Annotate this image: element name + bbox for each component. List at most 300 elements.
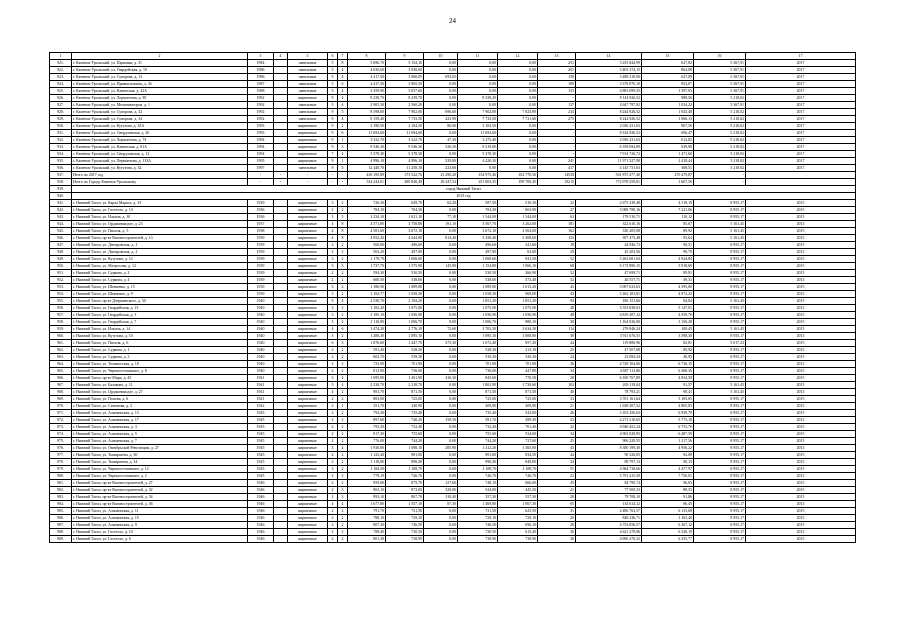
- cell-col-9: 373 522,76: [386, 172, 424, 179]
- cell-col-16: 5 218,02: [694, 144, 746, 151]
- cell-col-14: 4 883 099,55: [576, 88, 642, 95]
- cell-col-14: 2 675 239,48: [576, 200, 642, 207]
- cell-col-12: 557,30: [498, 494, 538, 501]
- cell-col-5: кирпичные: [288, 228, 328, 235]
- table-row: [50, 403, 856, 410]
- cell-col-6: 4: [328, 389, 338, 396]
- cell-col-13: 44: [538, 340, 576, 347]
- cell-col-10: 0,00: [424, 67, 458, 74]
- cell-col-15: 4 834,59: [642, 375, 694, 382]
- cell-col-9: 5 378,30: [386, 151, 424, 158]
- cell-col-13: 21: [538, 487, 576, 494]
- cell-col-16: 5 218,02: [694, 116, 746, 123]
- cell-col-10: 191,10: [424, 221, 458, 228]
- table-row: [50, 536, 856, 543]
- cell-col-8: 8 398,60: [348, 109, 386, 116]
- cell-col-1: 974.: [50, 431, 72, 438]
- cell-col-4: [274, 473, 288, 480]
- cell-col-4: [274, 228, 288, 235]
- cell-col-16: 5 218,02: [694, 158, 746, 165]
- cell-col-13: 30: [538, 536, 576, 543]
- cell-col-6: 3: [328, 200, 338, 207]
- cell-col-13: 45: [538, 480, 576, 487]
- cell-col-16: 8 955,17: [694, 291, 746, 298]
- cell-col-11: 748,10: [458, 480, 498, 487]
- cell-col-3: 1941: [248, 375, 274, 382]
- cell-col-7: 2: [338, 508, 348, 515]
- cell-col-15: 6 326,19: [642, 529, 694, 536]
- cell-col-12: 0,00: [498, 95, 538, 102]
- cell-col-7: 8: [338, 60, 348, 67]
- cell-col-17: [746, 172, 856, 179]
- cell-col-2: г. Каменск-Уральский, ул. Свердловская, д. 20: [72, 130, 248, 137]
- cell-col-15: 6 736,15: [642, 361, 694, 368]
- cell-col-17: 2015: [746, 494, 856, 501]
- cell-col-12: 266,90: [498, 270, 538, 277]
- cell-col-15: 6 939,70: [642, 410, 694, 417]
- cell-col-11: 154 975,46: [458, 172, 498, 179]
- cell-col-3: 1940: [248, 347, 274, 354]
- cell-col-15: 90,41: [642, 389, 694, 396]
- cell-col-12: 0,00: [498, 67, 538, 74]
- cell-col-17: 2015: [746, 480, 856, 487]
- cell-col-3: 1997: [248, 165, 274, 172]
- table-row: [50, 508, 856, 515]
- cell-col-11: 0,00: [458, 102, 498, 109]
- cell-col-6: 3: [328, 305, 338, 312]
- cell-col-10: 158,50: [424, 417, 458, 424]
- cell-col-9: 538,60: [386, 277, 424, 284]
- cell-col-7: 2: [338, 354, 348, 361]
- cell-col-6: 9: [328, 165, 338, 172]
- cell-col-10: 0,00: [424, 389, 458, 396]
- cell-col-11: 735,40: [458, 410, 498, 417]
- cell-col-16: 5 367,91: [694, 88, 746, 95]
- cell-col-16: 5 161,45: [694, 382, 746, 389]
- cell-col-13: 275: [538, 116, 576, 123]
- cell-col-13: 38: [538, 319, 576, 326]
- cell-col-15: 864,08: [642, 67, 694, 74]
- cell-col-10: 87,30: [424, 501, 458, 508]
- cell-col-13: 30: [538, 529, 576, 536]
- cell-col-16: -: [694, 172, 746, 179]
- cell-col-2: г. Нижний Тагил, ул. Кутузова, д. 10: [72, 333, 248, 340]
- cell-col-14: 6 108 694,89: [576, 144, 642, 151]
- cell-col-3: 1945: [248, 417, 274, 424]
- cell-col-10: 0,00: [424, 466, 458, 473]
- cell-col-2: г. Каменск-Уральский, ул. Лермонтова, д. 133А: [72, 158, 248, 165]
- cell-col-16: 8 955,17: [694, 417, 746, 424]
- cell-col-8: 4 571,80: [348, 221, 386, 228]
- cell-col-10: 0,00: [424, 438, 458, 445]
- cell-col-6: 6: [328, 340, 338, 347]
- table-row: [50, 235, 856, 242]
- cell-col-14: 8 380 199,30: [576, 445, 642, 452]
- cell-col-3: 1988: [248, 88, 274, 95]
- cell-col-7: 5: [338, 214, 348, 221]
- cell-col-15: 627,82: [642, 60, 694, 67]
- cell-col-1: 922.: [50, 67, 72, 74]
- cell-col-5: кирпичные: [288, 410, 328, 417]
- cell-col-6: 3: [328, 466, 338, 473]
- cell-col-14: 4 819 207,12: [576, 312, 642, 319]
- cell-col-3: 1940: [248, 298, 274, 305]
- cell-col-1: 962.: [50, 347, 72, 354]
- cell-col-13: 114: [538, 326, 576, 333]
- cell-col-6: 9: [328, 95, 338, 102]
- cell-col-12: 341,60: [498, 242, 538, 249]
- cell-col-16: -: [694, 179, 746, 186]
- cell-col-7: 4: [338, 445, 348, 452]
- cell-col-15: 89,92: [642, 228, 694, 235]
- cell-col-3: 1939: [248, 263, 274, 270]
- cell-col-17: 2015: [746, 438, 856, 445]
- cell-col-7: 2: [338, 438, 348, 445]
- cell-col-15: 1 034,22: [642, 102, 694, 109]
- cell-col-11: 996,30: [458, 459, 498, 466]
- cell-col-1: 959.: [50, 326, 72, 333]
- cell-col-16: 8 955,17: [694, 368, 746, 375]
- cell-col-13: 234: [538, 109, 576, 116]
- cell-col-7: 1: [338, 137, 348, 144]
- cell-col-10: 0,00: [424, 410, 458, 417]
- cell-col-5: кирпичные: [288, 256, 328, 263]
- cell-col-13: 38: [538, 333, 576, 340]
- cell-col-6: 2: [328, 270, 338, 277]
- cell-col-11: 557,30: [458, 494, 498, 501]
- cell-col-14: 848 236,71: [576, 515, 642, 522]
- cell-col-16: 8 955,17: [694, 319, 746, 326]
- cell-col-16: 8 955,17: [694, 522, 746, 529]
- cell-col-17: 2015: [746, 361, 856, 368]
- cell-col-16: 8 955,17: [694, 445, 746, 452]
- cell-col-10: 0,00: [424, 312, 458, 319]
- cell-col-14: 8 144 926,52: [576, 130, 642, 137]
- cell-col-11: 738,90: [458, 536, 498, 543]
- cell-col-2: г. Нижний Тагил, ул. Пихоля, д. 6: [72, 340, 248, 347]
- table-row: [50, 249, 856, 256]
- cell-col-11: 736,00: [458, 368, 498, 375]
- cell-col-13: 23: [538, 417, 576, 424]
- cell-col-9: 704,30: [386, 207, 424, 214]
- cell-col-4: [274, 480, 288, 487]
- cell-col-10: 375,30: [424, 340, 458, 347]
- cell-col-9: 1 095,10: [386, 333, 424, 340]
- cell-col-11: 587,50: [458, 200, 498, 207]
- cell-col-5: кирпичные: [288, 207, 328, 214]
- cell-col-1: 954.: [50, 291, 72, 298]
- cell-col-17: 2015: [746, 207, 856, 214]
- cell-col-4: [274, 298, 288, 305]
- cell-col-9: 3 057,60: [386, 88, 424, 95]
- cell-col-10: 0,00: [424, 270, 458, 277]
- cell-col-3: 1940: [248, 312, 274, 319]
- cell-col-4: [274, 221, 288, 228]
- table-row: [50, 340, 856, 347]
- cell-col-13: 201: [538, 67, 576, 74]
- cell-col-1: 940.: [50, 193, 72, 200]
- cell-col-1: 969.: [50, 396, 72, 403]
- cell-col-5: кирпичные: [288, 459, 328, 466]
- cell-col-13: 22: [538, 424, 576, 431]
- cell-col-16: 5 218,02: [694, 109, 746, 116]
- cell-col-16: 8 955,17: [694, 375, 746, 382]
- cell-col-2: г. Каменск-Уральский, ул. Суворова, д. 13: [72, 74, 248, 81]
- cell-col-17: 2015: [746, 228, 856, 235]
- cell-col-12: 102 778,56: [498, 172, 538, 179]
- cell-col-11: 3 430,40: [458, 235, 498, 242]
- cell-col-3: 1937: [248, 221, 274, 228]
- cell-col-12: 1 730,60: [498, 382, 538, 389]
- cell-col-4: [274, 494, 288, 501]
- cell-col-12: 770,50: [498, 375, 538, 382]
- cell-col-10: 72,60: [424, 326, 458, 333]
- cell-col-2: г. Нижний Тагил, ул. Пихоля, д. 5: [72, 228, 248, 235]
- cell-col-11: 5 378,30: [458, 151, 498, 158]
- cell-col-10: 0,00: [424, 130, 458, 137]
- table-row: [50, 298, 856, 305]
- table-row: [50, 130, 856, 137]
- cell-col-1: 973.: [50, 424, 72, 431]
- cell-col-16: 5 367,91: [694, 74, 746, 81]
- cell-col-12: 701,40: [498, 424, 538, 431]
- cell-col-9: 5 154,10: [386, 60, 424, 67]
- cell-col-5: кирпичные: [288, 242, 328, 249]
- cell-col-13: 43: [538, 445, 576, 452]
- cell-col-12: 849,80: [498, 459, 538, 466]
- header-cell-14: 14: [576, 53, 642, 60]
- table-row: [50, 382, 856, 389]
- cell-col-1: 988.: [50, 529, 72, 536]
- cell-col-1: 949.: [50, 256, 72, 263]
- cell-col-2: г. Нижний Тагил, ул. Днепровская, д. 1: [72, 242, 248, 249]
- cell-col-6: 3: [328, 256, 338, 263]
- cell-col-2: г. Нижний Тагил, ул. Орджоникидзе, д. 27: [72, 389, 248, 396]
- cell-col-3: 1939: [248, 270, 274, 277]
- cell-col-8: 11 694,60: [348, 130, 386, 137]
- cell-col-3: 1993: [248, 123, 274, 130]
- cell-col-1: 925.: [50, 88, 72, 95]
- cell-col-16: 8 955,17: [694, 354, 746, 361]
- cell-col-5: панельные: [288, 60, 328, 67]
- cell-col-11: 2 703,50: [458, 326, 498, 333]
- cell-col-10: 0,00: [424, 88, 458, 95]
- cell-col-13: 28: [538, 375, 576, 382]
- cell-col-14: 47 699,71: [576, 270, 642, 277]
- cell-col-9: 340,90: [386, 403, 424, 410]
- cell-col-15: 100,45: [642, 326, 694, 333]
- cell-col-4: [274, 389, 288, 396]
- cell-col-9: 3 758,80: [386, 221, 424, 228]
- cell-col-7: 4: [338, 67, 348, 74]
- cell-col-2: г. Нижний Тагил, ул. Днепровская, д. 2: [72, 249, 248, 256]
- cell-col-9: 1 698,10: [386, 445, 424, 452]
- page-number: 24: [449, 17, 456, 25]
- cell-col-3: 1946: [248, 501, 274, 508]
- cell-col-4: [274, 368, 288, 375]
- cell-col-8: 1 104,77: [348, 291, 386, 298]
- table-row: [50, 368, 856, 375]
- table-row: [50, 466, 856, 473]
- cell-col-7: 2: [338, 431, 348, 438]
- cell-col-8: 959,80: [348, 480, 386, 487]
- cell-col-14: 5 007 633,63: [576, 284, 642, 291]
- cell-col-3: 1945: [248, 473, 274, 480]
- cell-col-4: [274, 88, 288, 95]
- cell-col-7: 2: [338, 305, 348, 312]
- cell-col-14: 4 964 738,66: [576, 466, 642, 473]
- cell-col-11: 1 469,80: [458, 501, 498, 508]
- cell-col-15: 6 753,76: [642, 424, 694, 431]
- cell-col-6: 3: [328, 291, 338, 298]
- cell-col-2: г. Каменск-Уральский, ул. Суворова, д. 32: [72, 109, 248, 116]
- cell-col-8: 9 546,30: [348, 144, 386, 151]
- cell-col-2: г. Нижний Тагил, ул. Семенова, д. 2: [72, 403, 248, 410]
- cell-col-2: г. Каменск-Уральский, ул. Кутузова, д. 35А: [72, 123, 248, 130]
- cell-col-6: 3: [328, 312, 338, 319]
- cell-col-15: 49,31: [642, 277, 694, 284]
- cell-col-1: 981.: [50, 480, 72, 487]
- cell-col-14: 3 488 318,90: [576, 74, 642, 81]
- total-row: [50, 172, 856, 179]
- cell-col-9: 497,90: [386, 249, 424, 256]
- cell-col-2: г. Нижний Тагил, ул. Алапаевская, д. 13: [72, 410, 248, 417]
- cell-col-11: 3 275,40: [458, 137, 498, 144]
- table-row: [50, 277, 856, 284]
- cell-col-5: кирпичные: [288, 361, 328, 368]
- cell-col-16: 8 955,17: [694, 207, 746, 214]
- cell-col-14: 1 164 026,00: [576, 319, 642, 326]
- cell-col-5: кирпичные: [288, 123, 328, 130]
- header-row: [50, 53, 856, 60]
- table-row: [50, 158, 856, 165]
- cell-col-17: 2015: [746, 417, 856, 424]
- table-row: [50, 123, 856, 130]
- cell-col-5: панельные: [288, 74, 328, 81]
- cell-col-2: г. Каменск-Уральский, ул. Гвардейская, д. 10: [72, 67, 248, 74]
- cell-col-17: 2015: [746, 529, 856, 536]
- cell-col-10: 0,00: [424, 319, 458, 326]
- cell-col-14: 322 610,16: [576, 221, 642, 228]
- cell-col-2: г. Нижний Тагил, ул. Гвардейская, д. 15: [72, 305, 248, 312]
- cell-col-13: 20: [538, 515, 576, 522]
- cell-col-13: 52: [538, 256, 576, 263]
- cell-col-2: г. Каменск-Уральский, ул. Лермонтова, д. 85: [72, 95, 248, 102]
- cell-col-4: [274, 284, 288, 291]
- cell-col-13: 63: [538, 214, 576, 221]
- cell-col-13: 137: [538, 102, 576, 109]
- cell-col-1: 937.: [50, 172, 72, 179]
- cell-col-3: 1940: [248, 361, 274, 368]
- table-row: [50, 263, 856, 270]
- cell-col-15: 5 105,05: [642, 396, 694, 403]
- cell-col-4: [274, 501, 288, 508]
- cell-col-5: кирпичные: [288, 368, 328, 375]
- cell-col-12: 0,00: [498, 81, 538, 88]
- cell-col-8: 1 182,20: [348, 305, 386, 312]
- cell-col-16: 8 955,17: [694, 508, 746, 515]
- cell-col-4: [274, 382, 288, 389]
- cell-col-14: 4 621 278,96: [576, 529, 642, 536]
- cell-col-9: 746,50: [386, 522, 424, 529]
- cell-col-12: 729,10: [498, 515, 538, 522]
- cell-col-3: 1940: [248, 354, 274, 361]
- cell-col-4: [274, 137, 288, 144]
- cell-col-6: 7: [328, 151, 338, 158]
- cell-col-1: 985.: [50, 508, 72, 515]
- cell-col-13: 189: [538, 81, 576, 88]
- cell-col-17: 2015: [746, 424, 856, 431]
- cell-col-5: кирпичные: [288, 326, 328, 333]
- cell-col-7: 4: [338, 74, 348, 81]
- cell-col-7: 2: [338, 347, 348, 354]
- cell-col-16: 8 955,17: [694, 431, 746, 438]
- cell-col-4: [274, 95, 288, 102]
- cell-col-1: 970.: [50, 403, 72, 410]
- cell-col-11: 1 095,10: [458, 333, 498, 340]
- cell-col-3: 1992: [248, 109, 274, 116]
- cell-col-11: 9 219,80: [458, 144, 498, 151]
- cell-col-11: 538,60: [458, 277, 498, 284]
- cell-col-6: 3: [328, 333, 338, 340]
- cell-col-11: 1 412,20: [458, 445, 498, 452]
- cell-col-9: 1 261,90: [386, 375, 424, 382]
- cell-col-4: [274, 459, 288, 466]
- cell-col-10: 0,00: [424, 536, 458, 543]
- cell-col-10: 223,60: [424, 165, 458, 172]
- cell-col-3: 1986: [248, 74, 274, 81]
- cell-col-2: г. Нижний Тагил, ул. Октябрьской Революции, д. 27: [72, 445, 248, 452]
- cell-col-7: 2: [338, 417, 348, 424]
- cell-col-17: 2015: [746, 298, 856, 305]
- cell-col-8: 4 581,60: [348, 228, 386, 235]
- cell-col-11: 1 802,90: [458, 382, 498, 389]
- cell-col-1: 971.: [50, 410, 72, 417]
- cell-col-16: 8 955,17: [694, 480, 746, 487]
- cell-col-17: 2015: [746, 249, 856, 256]
- table-row: [50, 354, 856, 361]
- cell-col-14: 84 790,74: [576, 480, 642, 487]
- cell-col-9: 1 058,30: [386, 291, 424, 298]
- cell-col-10: 0,00: [424, 333, 458, 340]
- cell-col-14: 4 486 763,57: [576, 508, 642, 515]
- cell-col-17: 2015: [746, 466, 856, 473]
- cell-col-13: 241: [538, 158, 576, 165]
- cell-col-5: кирпичные: [288, 263, 328, 270]
- cell-col-10: 285,90: [424, 445, 458, 452]
- cell-col-4: [274, 445, 288, 452]
- cell-col-6: 2: [328, 396, 338, 403]
- cell-col-10: 310,40: [424, 494, 458, 501]
- cell-col-12: 0,00: [498, 144, 538, 151]
- cell-col-5: кирпичные: [288, 298, 328, 305]
- cell-col-12: 3 564,00: [498, 228, 538, 235]
- cell-col-12: 941,50: [498, 256, 538, 263]
- cell-col-10: 326,50: [424, 144, 458, 151]
- cell-col-12: 701,90: [498, 361, 538, 368]
- cell-col-15: 270 479,87: [642, 172, 694, 179]
- cell-col-12: 389,30: [498, 417, 538, 424]
- cell-col-13: 24: [538, 354, 576, 361]
- cell-col-10: 0,00: [424, 60, 458, 67]
- cell-col-10: 0,00: [424, 452, 458, 459]
- cell-col-10: 416,30: [424, 375, 458, 382]
- table-row: [50, 431, 856, 438]
- cell-col-9: 4 996,10: [386, 158, 424, 165]
- cell-col-6: 2: [328, 438, 338, 445]
- cell-col-7: 2: [338, 396, 348, 403]
- cell-col-6: 2: [328, 494, 338, 501]
